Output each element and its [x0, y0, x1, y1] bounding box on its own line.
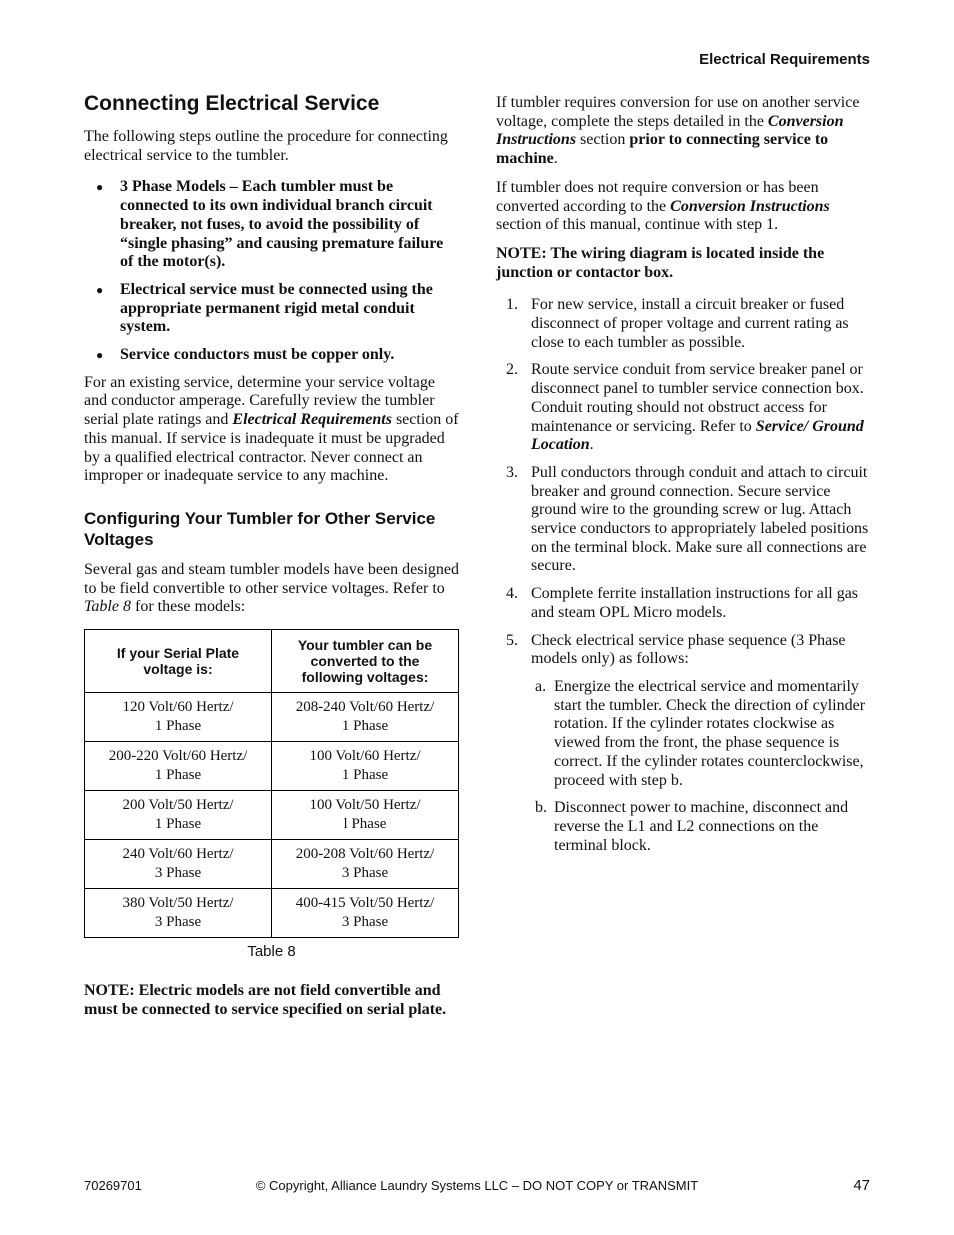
- table-cell: 120 Volt/60 Hertz/ 1 Phase: [85, 693, 272, 742]
- bullet-icon: ●: [96, 348, 104, 363]
- table-row: [85, 840, 459, 889]
- table-row: [85, 742, 459, 791]
- cross-reference: Service/ Ground Location: [531, 417, 864, 454]
- table-row: [85, 693, 459, 742]
- conversion-paragraph: If tumbler requires conversion for use on another service voltage, complete the steps detailed in the Conversion Instructions section prior to connecting service to machine.: [496, 94, 860, 168]
- table-cell: 208-240 Volt/60 Hertz/ 1 Phase: [272, 693, 459, 742]
- section-header-title: Electrical Requirements: [699, 51, 870, 68]
- table-reference: Table 8: [84, 598, 131, 616]
- phase-sequence-substeps: [531, 678, 871, 855]
- table-cell: 200-208 Volt/60 Hertz/ 3 Phase: [272, 840, 459, 889]
- table-cell: 100 Volt/50 Hertz/ l Phase: [272, 791, 459, 840]
- requirements-list: [84, 178, 459, 364]
- table-cell: 400-415 Volt/50 Hertz/ 3 Phase: [272, 889, 459, 938]
- procedure-steps: [496, 296, 871, 855]
- list-item: 3. Pull conductors through conduit and attach to circuit breaker and ground connection. Secure service ground wire to the grounding screw or lug. Attach service conductors to appropriately labeled positions on the terminal block. Make sure all connections are secure.: [506, 463, 869, 575]
- page-footer: [84, 1178, 870, 1198]
- cross-reference: Electrical Requirements: [232, 411, 392, 429]
- table-cell: 380 Volt/50 Hertz/ 3 Phase: [85, 889, 272, 938]
- wiring-diagram-note: NOTE: The wiring diagram is located inside the junction or contactor box.: [496, 244, 825, 281]
- list-item: ● Service conductors must be copper only.: [96, 346, 395, 364]
- table-cell: 240 Volt/60 Hertz/ 3 Phase: [85, 840, 272, 889]
- subheading: Configuring Your Tumbler for Other Service Voltages: [84, 508, 436, 549]
- left-column: [84, 92, 459, 1019]
- list-item: ● 3 Phase Models – Each tumbler must be connected to its own individual branch circuit breaker, not fuses, to avoid the possibility of “single phasing” and causing premature failure of the motor(s).: [96, 178, 444, 271]
- voltage-conversion-table: [84, 629, 459, 938]
- bullet-icon: ●: [96, 180, 104, 195]
- electric-models-note: NOTE: Electric models are not field convertible and must be connected to service specified on serial plate.: [84, 982, 447, 1018]
- configure-paragraph: Several gas and steam tumbler models have been designed to be field convertible to other service voltages. Refer to Table 8 for these models:: [84, 560, 459, 616]
- table-cell: 200-220 Volt/60 Hertz/ 1 Phase: [85, 742, 272, 791]
- list-item: 4. Complete ferrite installation instructions for all gas and steam OPL Micro models.: [506, 585, 859, 621]
- table-row: [85, 791, 459, 840]
- list-item: ● Electrical service must be connected using the appropriate permanent rigid metal conduit system.: [96, 280, 433, 336]
- bullet-icon: ●: [96, 282, 104, 297]
- table-header-row: [85, 630, 459, 693]
- table-row: [85, 889, 459, 938]
- list-item: a. Energize the electrical service and momentarily start the tumbler. Check the direction of cylinder rotation. If the cylinder rotates clockwise as viewed from the front, the phase sequence is correct. If the cylinder rotates counterclockwise, proceed with step b.: [535, 677, 866, 789]
- intro-paragraph: The following steps outline the procedure for connecting electrical service to the tumbler.: [84, 128, 448, 164]
- no-conversion-paragraph: If tumbler does not require conversion or has been converted according to the Conversion Instructions section of this manual, continue with step 1.: [496, 178, 830, 234]
- cross-reference: Conversion Instructions: [496, 112, 844, 149]
- list-item: b. Disconnect power to machine, disconnect and reverse the L1 and L2 connections on the terminal block.: [535, 799, 849, 854]
- cross-reference: Conversion Instructions: [670, 197, 830, 215]
- table-cell: 100 Volt/60 Hertz/ 1 Phase: [272, 742, 459, 791]
- table-caption: Table 8: [247, 943, 296, 961]
- page-heading: Connecting Electrical Service: [84, 92, 380, 115]
- list-item: 2. Route service conduit from service breaker panel or disconnect panel to tumbler service connection box. Conduit routing should not obstruct access for maintenance or servicing. Refer to Service/ Ground Location.: [506, 361, 864, 454]
- column-header: If your Serial Plate voltage is:: [85, 630, 272, 693]
- document-number: 70269701: [84, 1178, 142, 1193]
- right-column: [496, 94, 871, 864]
- list-item: 5. Check electrical service phase sequence (3 Phase models only) as follows: a. Energize the electrical service and momentarily start the tumbler. Check the direction of cylinder rotation. If the cylinder rotates clockwise as viewed from the front, the phase sequence is correct. If the cylinder rotates counterclockwise, proceed with step b. b. Disconnect power to machine, disconnect and reverse the L1 and L2 connections on the terminal block.: [496, 632, 871, 856]
- list-item: 1. For new service, install a circuit breaker or fused disconnect of proper voltage and current rating as close to each tumbler as possible.: [506, 296, 849, 351]
- page-number: 47: [853, 1177, 870, 1194]
- table-cell: 200 Volt/50 Hertz/ 1 Phase: [85, 791, 272, 840]
- existing-service-paragraph: For an existing service, determine your service voltage and conductor amperage. Carefully review the tumbler serial plate ratings and Electrical Requirements section of this manual. If service is inadequate it must be upgraded by a qualified electrical contractor. Never connect an improper or inadequate service to any machine.: [84, 373, 459, 485]
- copyright-notice: © Copyright, Alliance Laundry Systems LLC – DO NOT COPY or TRANSMIT: [255, 1178, 699, 1193]
- column-header: Your tumbler can be converted to the following voltages:: [272, 630, 459, 693]
